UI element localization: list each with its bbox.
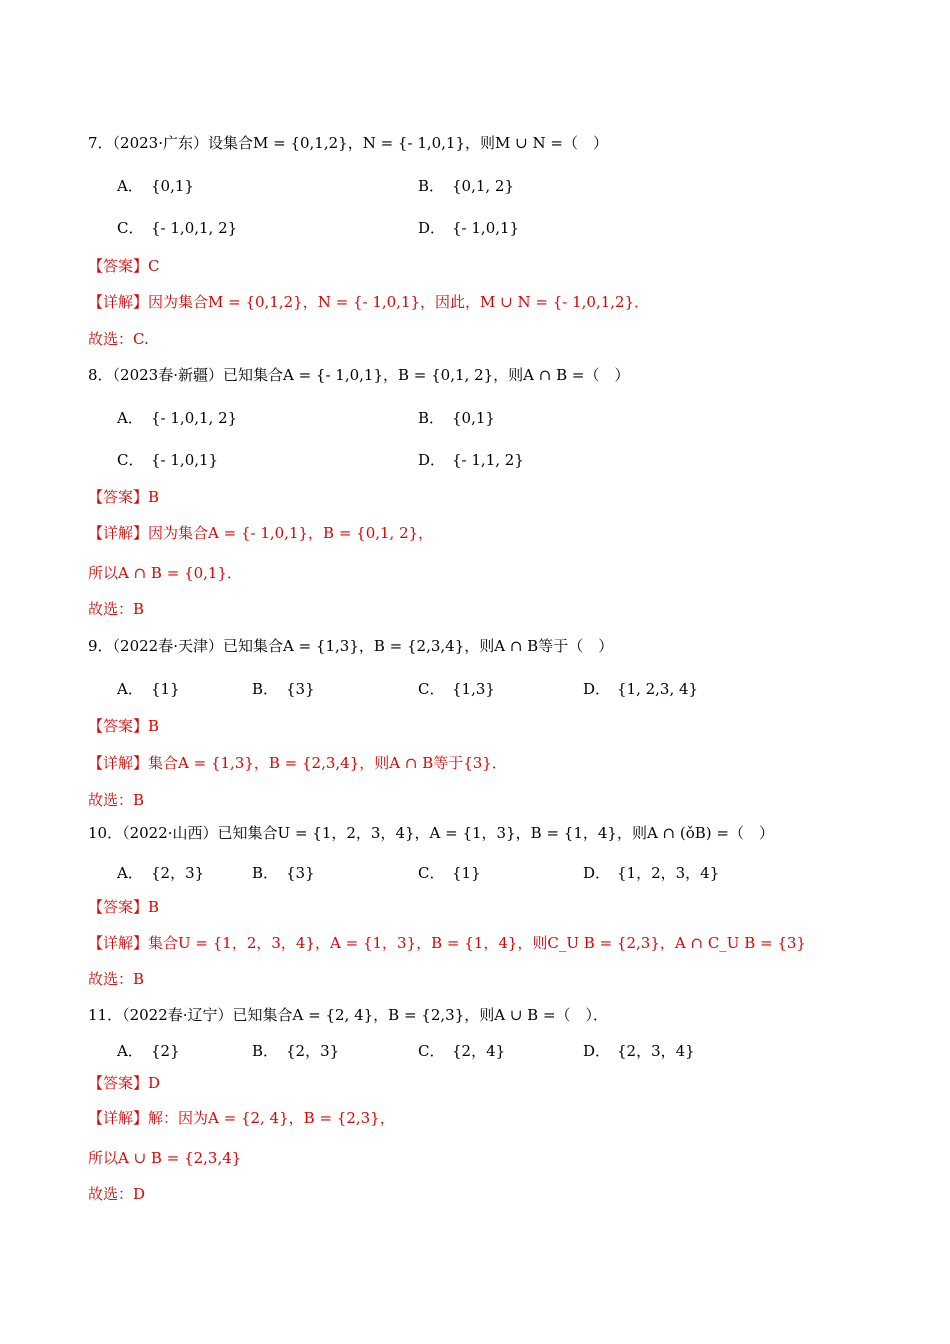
q7-detail: 【详解】因为集合M = {0,1,2}，N = {- 1,0,1}，因此，M ∪ N = {- 1,0,1,2}． [88, 293, 650, 311]
option-label: B． [418, 177, 445, 195]
q11-option-d [583, 1041, 695, 1061]
question-9-stem: 9．（2022春·天津）已知集合A = {1,3}，B = {2,3,4}，则A ∩ B等于（ ） [88, 637, 614, 655]
q8-choose: 故选：B [88, 600, 145, 618]
q11-option-c [418, 1041, 505, 1061]
option-value: {- 1,0,1} [151, 451, 219, 469]
q11-option-a [117, 1041, 180, 1061]
q8-answer: 【答案】B [88, 488, 160, 506]
option-value: {- 1,1, 2} [452, 451, 524, 469]
option-label: C． [418, 864, 445, 882]
option-value: {0,1} [151, 177, 194, 195]
q11-option-b [252, 1041, 339, 1061]
option-label: B． [252, 864, 279, 882]
q10-choose: 故选：B [88, 970, 145, 988]
option-label: C． [418, 680, 445, 698]
q7-option-b [418, 176, 514, 196]
option-label: C． [418, 1042, 445, 1060]
option-value: {1} [452, 864, 481, 882]
q9-option-b [252, 679, 315, 699]
question-8-stem: 8．（2023春·新疆）已知集合A = {- 1,0,1}，B = {0,1, 2}，则A ∩ B =（ ） [88, 366, 630, 384]
option-value: {2} [151, 1042, 180, 1060]
option-label: C． [117, 219, 144, 237]
option-label: A． [117, 177, 143, 195]
option-label: C． [117, 451, 144, 469]
q10-answer: 【答案】B [88, 898, 160, 916]
option-label: D． [583, 680, 611, 698]
q10-detail: 【详解】集合U = {1，2，3，4}，A = {1，3}，B = {1，4}，则C_U B = {2,3}，A ∩ C_U B = {3} [88, 934, 806, 952]
question-7-stem: 7．（2023·广东）设集合M = {0,1,2}，N = {- 1,0,1}，则M ∪ N =（ ） [88, 134, 608, 152]
option-value: {0,1, 2} [452, 177, 515, 195]
option-label: D． [583, 1042, 611, 1060]
option-value: {2，3} [151, 864, 205, 882]
option-label: B． [252, 680, 279, 698]
q11-choose: 故选：D [88, 1185, 146, 1203]
q11-detail: 【详解】解：因为A = {2, 4}，B = {2,3}， [88, 1109, 395, 1127]
q9-choose: 故选：B [88, 791, 145, 809]
option-value: {1,3} [452, 680, 495, 698]
q7-option-d [418, 218, 519, 238]
option-value: {1} [151, 680, 180, 698]
option-label: B． [252, 1042, 279, 1060]
q8-option-a [117, 408, 237, 428]
option-value: {3} [286, 864, 315, 882]
option-label: D． [583, 864, 611, 882]
option-value: {- 1,0,1, 2} [151, 409, 238, 427]
option-label: D． [418, 451, 446, 469]
option-value: {2，3，4} [617, 1042, 695, 1060]
q8-option-d [418, 450, 524, 470]
option-value: {- 1,0,1} [452, 219, 520, 237]
q9-detail: 【详解】集合A = {1,3}，B = {2,3,4}，则A ∩ B等于{3}． [88, 754, 507, 772]
q9-option-c [418, 679, 495, 699]
q9-answer: 【答案】B [88, 717, 160, 735]
q8-detail-2: 所以A ∩ B = {0,1}． [88, 564, 243, 582]
option-value: {- 1,0,1, 2} [151, 219, 238, 237]
question-10-stem: 10．（2022·山西）已知集合U = {1，2，3，4}，A = {1，3}，B = {1，4}，则A ∩ (ǒB) =（ ） [88, 824, 774, 842]
option-value: {1, 2,3, 4} [617, 680, 699, 698]
option-value: {0,1} [452, 409, 495, 427]
option-label: A． [117, 680, 143, 698]
option-label: A． [117, 409, 143, 427]
option-value: {1，2，3，4} [617, 864, 720, 882]
option-label: A． [117, 1042, 143, 1060]
q7-answer: 【答案】C [88, 257, 160, 275]
option-value: {2，4} [452, 1042, 506, 1060]
q10-option-a [117, 863, 204, 883]
question-11-stem: 11．（2022春·辽宁）已知集合A = {2, 4}，B = {2,3}，则A ∪ B =（ ）． [88, 1006, 609, 1024]
option-label: B． [418, 409, 445, 427]
q8-option-b [418, 408, 495, 428]
option-label: A． [117, 864, 143, 882]
option-value: {2，3} [286, 1042, 340, 1060]
q9-option-d [583, 679, 698, 699]
q11-detail-2: 所以A ∪ B = {2,3,4} [88, 1149, 242, 1167]
option-label: D． [418, 219, 446, 237]
q10-option-b [252, 863, 315, 883]
q8-detail: 【详解】因为集合A = {- 1,0,1}，B = {0,1, 2}， [88, 524, 434, 542]
q7-choose: 故选：C. [88, 330, 149, 348]
q7-option-a [117, 176, 194, 196]
q10-option-d [583, 863, 719, 883]
q10-option-c [418, 863, 481, 883]
q9-option-a [117, 679, 180, 699]
q7-option-c [117, 218, 237, 238]
q8-option-c [117, 450, 218, 470]
q11-answer: 【答案】D [88, 1074, 161, 1092]
option-value: {3} [286, 680, 315, 698]
